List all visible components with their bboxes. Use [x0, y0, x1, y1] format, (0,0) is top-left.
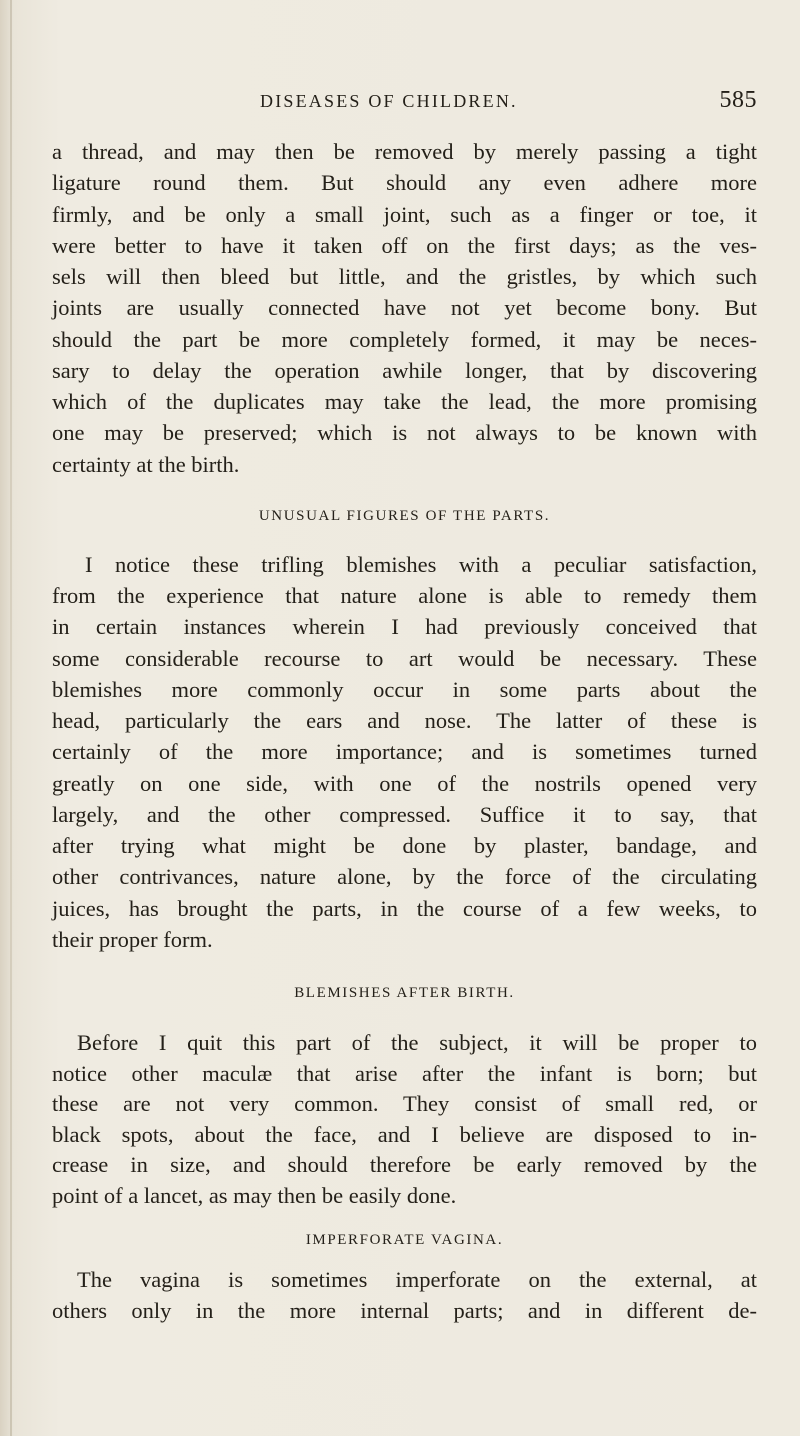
text-line: these are not very common. They consist of small red, or: [52, 1091, 757, 1116]
section-heading-unusual-figures: UNUSUAL FIGURES OF THE PARTS.: [258, 507, 551, 524]
section-heading-imperforate-vagina: IMPERFORATE VAGINA.: [305, 1232, 504, 1248]
paragraph-unusual-figures: [52, 549, 757, 955]
text-line: which of the duplicates may take the lead, the more promising: [52, 389, 757, 414]
text-line: in certain instances wherein I had previously conceived that: [52, 614, 757, 640]
text-line: point of a lancet, as may then be easily done.: [52, 1182, 457, 1208]
text-line: their proper form.: [52, 926, 213, 952]
section-heading-blemishes-after-birth: BLEMISHES AFTER BIRTH.: [294, 985, 515, 1001]
text-line: other contrivances, nature alone, by the force of the circulating: [52, 864, 757, 890]
text-line: I notice these trifling blemishes with a peculiar satisfaction,: [85, 551, 757, 577]
text-line: one may be preserved; which is not always to be known with: [52, 420, 757, 446]
text-line: ligature round them. But should any even adhere more: [52, 170, 757, 196]
text-line: notice other maculæ that arise after the infant is born; but: [52, 1060, 757, 1086]
text-line: others only in the more internal parts; and in different de-: [52, 1297, 757, 1323]
text-line: from the experience that nature alone is able to remedy them: [52, 583, 757, 608]
text-line: firmly, and be only a small joint, such as a finger or toe, it: [52, 201, 757, 227]
text-line: juices, has brought the parts, in the course of a few weeks, to: [52, 895, 757, 921]
text-line: sels will then bleed but little, and the gristles, by which such: [52, 264, 757, 289]
text-line: should the part be more completely formed, it may be neces-: [52, 326, 757, 352]
text-line: after trying what might be done by plaster, bandage, and: [52, 833, 757, 858]
page-header: [52, 87, 757, 117]
text-line: head, particularly the ears and nose. The latter of these is: [52, 708, 757, 733]
text-line: certainly of the more importance; and is sometimes turned: [52, 739, 757, 765]
paragraph-imperforate-vagina: [52, 1265, 757, 1326]
text-line: some considerable recourse to art would be necessary. These: [52, 645, 757, 671]
text-line: crease in size, and should therefore be early removed by the: [52, 1152, 757, 1177]
text-line: a thread, and may then be removed by merely passing a tight: [52, 139, 757, 164]
text-line: Before I quit this part of the subject, it will be proper to: [77, 1030, 757, 1055]
text-line: certainty at the birth.: [52, 451, 240, 477]
text-line: greatly on one side, with one of the nostrils opened very: [52, 770, 757, 796]
page-number: 585: [719, 87, 757, 113]
running-title: DISEASES OF CHILDREN.: [260, 91, 518, 111]
text-line: joints are usually connected have not yet become bony. But: [52, 295, 757, 321]
text-line: sary to delay the operation awhile longer, that by discovering: [52, 357, 757, 383]
text-line: largely, and the other compressed. Suffice it to say, that: [52, 801, 757, 827]
binding-gutter: [10, 0, 12, 1436]
paragraph-blemishes-after-birth: [52, 1028, 757, 1211]
text-line: were better to have it taken off on the first days; as the ves-: [52, 232, 757, 258]
text-line: blemishes more commonly occur in some parts about the: [52, 676, 757, 702]
text-line: The vagina is sometimes imperforate on the external, at: [77, 1267, 757, 1292]
paragraph-intro: [52, 136, 757, 480]
text-line: black spots, about the face, and I believe are disposed to in-: [52, 1121, 757, 1147]
page-body: [52, 136, 757, 1326]
